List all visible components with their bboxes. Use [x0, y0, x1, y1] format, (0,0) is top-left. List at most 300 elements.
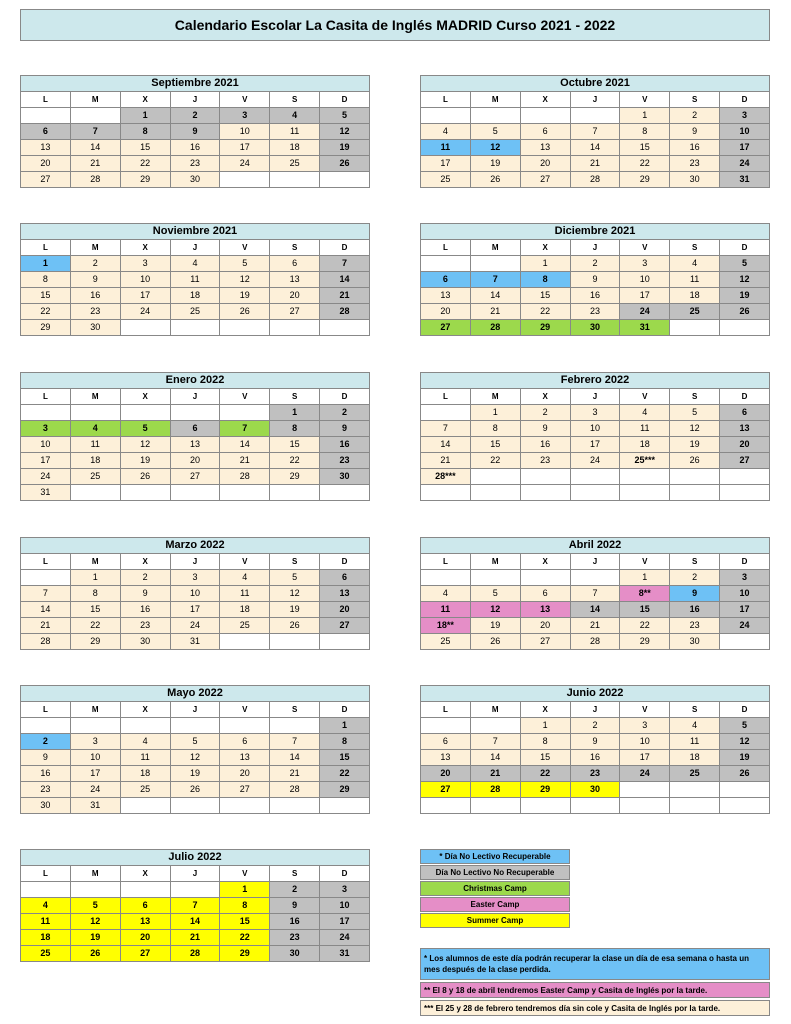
- day-cell: 18: [670, 750, 720, 766]
- day-cell: 5: [270, 570, 320, 586]
- day-cell: 20: [520, 156, 570, 172]
- month-junio: [420, 685, 770, 814]
- weekday-header: J: [570, 389, 620, 405]
- day-cell: 29: [620, 634, 670, 650]
- day-cell: 6: [421, 734, 471, 750]
- day-cell: 29: [70, 634, 120, 650]
- day-cell: 11: [120, 750, 170, 766]
- empty-cell: [120, 798, 170, 814]
- day-cell: 17: [170, 602, 220, 618]
- day-cell: 23: [570, 304, 620, 320]
- day-cell: 23: [21, 782, 71, 798]
- empty-cell: [21, 882, 71, 898]
- day-cell: 16: [570, 750, 620, 766]
- day-cell: 31: [320, 946, 370, 962]
- day-cell: 7: [470, 734, 520, 750]
- weekday-header: V: [620, 92, 670, 108]
- day-cell: 15: [620, 140, 670, 156]
- day-cell: 16: [120, 602, 170, 618]
- month-enero: [20, 372, 370, 501]
- day-cell: 22: [320, 766, 370, 782]
- day-cell: 13: [520, 602, 570, 618]
- month-abril: [420, 537, 770, 650]
- day-cell: 25: [270, 156, 320, 172]
- empty-cell: [570, 469, 620, 485]
- empty-cell: [620, 485, 670, 501]
- weekday-header: J: [170, 92, 220, 108]
- day-cell: 25: [70, 469, 120, 485]
- weekday-header: S: [270, 554, 320, 570]
- day-cell: 28: [270, 782, 320, 798]
- day-cell: 6: [520, 124, 570, 140]
- day-cell: 25***: [620, 453, 670, 469]
- day-cell: 29: [21, 320, 71, 336]
- day-cell: 10: [220, 124, 270, 140]
- day-cell: 11: [220, 586, 270, 602]
- empty-cell: [21, 570, 71, 586]
- weekday-header: M: [70, 240, 120, 256]
- day-cell: 23: [70, 304, 120, 320]
- day-cell: 13: [520, 140, 570, 156]
- day-cell: 12: [470, 140, 520, 156]
- day-cell: 21: [21, 618, 71, 634]
- weekday-header: J: [570, 702, 620, 718]
- empty-cell: [21, 718, 71, 734]
- empty-cell: [520, 485, 570, 501]
- day-cell: 10: [320, 898, 370, 914]
- day-cell: 10: [620, 272, 670, 288]
- day-cell: 4: [421, 124, 471, 140]
- month-febrero: [420, 372, 770, 501]
- empty-cell: [720, 782, 770, 798]
- day-cell: 17: [421, 156, 471, 172]
- day-cell: 12: [670, 421, 720, 437]
- empty-cell: [421, 405, 471, 421]
- weekday-header: X: [520, 389, 570, 405]
- day-cell: 17: [70, 766, 120, 782]
- empty-cell: [270, 798, 320, 814]
- day-cell: 9: [70, 272, 120, 288]
- empty-cell: [170, 798, 220, 814]
- day-cell: 10: [570, 421, 620, 437]
- legend: [420, 849, 570, 929]
- day-cell: 15: [470, 437, 520, 453]
- day-cell: 1: [520, 718, 570, 734]
- weekday-header: D: [720, 702, 770, 718]
- empty-cell: [170, 882, 220, 898]
- day-cell: 14: [220, 437, 270, 453]
- day-cell: 24: [120, 304, 170, 320]
- weekday-header: S: [670, 554, 720, 570]
- day-cell: 6: [170, 421, 220, 437]
- day-cell: 11: [270, 124, 320, 140]
- day-cell: 17: [570, 437, 620, 453]
- day-cell: 31: [620, 320, 670, 336]
- month-table: [20, 849, 370, 962]
- month-table: [20, 372, 370, 501]
- empty-cell: [220, 172, 270, 188]
- day-cell: 30: [670, 172, 720, 188]
- month-mayo: [20, 685, 370, 814]
- month-diciembre: [420, 223, 770, 336]
- day-cell: 17: [120, 288, 170, 304]
- day-cell: 14: [170, 914, 220, 930]
- day-cell: 13: [270, 272, 320, 288]
- empty-cell: [720, 634, 770, 650]
- day-cell: 6: [520, 586, 570, 602]
- day-cell: 1: [470, 405, 520, 421]
- weekday-header: X: [520, 554, 570, 570]
- month-septiembre: [20, 75, 370, 188]
- empty-cell: [220, 320, 270, 336]
- empty-cell: [320, 172, 370, 188]
- empty-cell: [270, 634, 320, 650]
- day-cell: 19: [120, 453, 170, 469]
- day-cell: 21: [470, 766, 520, 782]
- day-cell: 31: [70, 798, 120, 814]
- day-cell: 11: [421, 602, 471, 618]
- weekday-header: V: [220, 92, 270, 108]
- weekday-header: X: [120, 702, 170, 718]
- empty-cell: [320, 320, 370, 336]
- month-table: [20, 75, 370, 188]
- empty-cell: [720, 469, 770, 485]
- day-cell: 22: [21, 304, 71, 320]
- month-name: Diciembre 2021: [421, 224, 770, 240]
- month-table: [420, 537, 770, 650]
- day-cell: 22: [220, 930, 270, 946]
- day-cell: 31: [720, 172, 770, 188]
- day-cell: 16: [570, 288, 620, 304]
- day-cell: 21: [570, 618, 620, 634]
- day-cell: 24: [720, 156, 770, 172]
- day-cell: 30: [170, 172, 220, 188]
- note-easter: ** El 8 y 18 de abril tendremos Easter Camp y Casita de Inglés por la tarde.: [420, 982, 770, 998]
- empty-cell: [220, 634, 270, 650]
- day-cell: 6: [270, 256, 320, 272]
- empty-cell: [670, 320, 720, 336]
- day-cell: 14: [70, 140, 120, 156]
- weekday-header: L: [21, 866, 71, 882]
- day-cell: 8: [220, 898, 270, 914]
- weekday-header: J: [170, 866, 220, 882]
- month-table: [20, 537, 370, 650]
- weekday-header: D: [320, 92, 370, 108]
- month-table: [20, 223, 370, 336]
- legend-item-no-recuperable: Día No Lectivo No Recuperable: [420, 865, 570, 880]
- weekday-header: D: [720, 389, 770, 405]
- day-cell: 25: [670, 304, 720, 320]
- day-cell: 18: [670, 288, 720, 304]
- empty-cell: [270, 718, 320, 734]
- day-cell: 17: [620, 750, 670, 766]
- day-cell: 27: [520, 634, 570, 650]
- day-cell: 1: [520, 256, 570, 272]
- day-cell: 5: [470, 586, 520, 602]
- empty-cell: [70, 108, 120, 124]
- empty-cell: [470, 108, 520, 124]
- day-cell: 8: [520, 734, 570, 750]
- empty-cell: [470, 798, 520, 814]
- weekday-header: D: [720, 240, 770, 256]
- day-cell: 20: [270, 288, 320, 304]
- weekday-header: X: [520, 92, 570, 108]
- day-cell: 7: [470, 272, 520, 288]
- day-cell: 23: [570, 766, 620, 782]
- day-cell: 27: [170, 469, 220, 485]
- day-cell: 23: [270, 930, 320, 946]
- day-cell: 9: [21, 750, 71, 766]
- day-cell: 3: [170, 570, 220, 586]
- day-cell: 4: [620, 405, 670, 421]
- day-cell: 23: [520, 453, 570, 469]
- weekday-header: M: [470, 554, 520, 570]
- day-cell: 22: [120, 156, 170, 172]
- empty-cell: [421, 798, 471, 814]
- weekday-header: S: [670, 92, 720, 108]
- day-cell: 30: [320, 469, 370, 485]
- day-cell: 8: [620, 124, 670, 140]
- month-noviembre: [20, 223, 370, 336]
- day-cell: 25: [21, 946, 71, 962]
- day-cell: 1: [270, 405, 320, 421]
- day-cell: 2: [570, 256, 620, 272]
- month-julio: [20, 849, 370, 962]
- day-cell: 15: [520, 750, 570, 766]
- day-cell: 28: [470, 320, 520, 336]
- weekday-header: D: [320, 702, 370, 718]
- empty-cell: [120, 882, 170, 898]
- weekday-header: X: [120, 866, 170, 882]
- day-cell: 31: [21, 485, 71, 501]
- day-cell: 20: [220, 766, 270, 782]
- day-cell: 20: [21, 156, 71, 172]
- day-cell: 24: [320, 930, 370, 946]
- month-table: [420, 223, 770, 336]
- day-cell: 27: [421, 320, 471, 336]
- day-cell: 7: [570, 586, 620, 602]
- day-cell: 2: [320, 405, 370, 421]
- day-cell: 18: [21, 930, 71, 946]
- day-cell: 19: [170, 766, 220, 782]
- day-cell: 4: [170, 256, 220, 272]
- weekday-header: M: [470, 240, 520, 256]
- month-table: [420, 372, 770, 501]
- weekday-header: M: [70, 389, 120, 405]
- day-cell: 15: [520, 288, 570, 304]
- day-cell: 21: [220, 453, 270, 469]
- day-cell: 15: [21, 288, 71, 304]
- day-cell: 8**: [620, 586, 670, 602]
- day-cell: 4: [421, 586, 471, 602]
- weekday-header: D: [320, 389, 370, 405]
- weekday-header: L: [421, 389, 471, 405]
- day-cell: 9: [670, 124, 720, 140]
- month-name: Junio 2022: [421, 686, 770, 702]
- day-cell: 8: [270, 421, 320, 437]
- empty-cell: [520, 469, 570, 485]
- month-name: Septiembre 2021: [21, 76, 370, 92]
- day-cell: 10: [720, 586, 770, 602]
- weekday-header: D: [720, 92, 770, 108]
- day-cell: 29: [220, 946, 270, 962]
- weekday-header: L: [421, 92, 471, 108]
- day-cell: 16: [320, 437, 370, 453]
- day-cell: 24: [70, 782, 120, 798]
- empty-cell: [470, 570, 520, 586]
- day-cell: 28: [470, 782, 520, 798]
- empty-cell: [170, 320, 220, 336]
- day-cell: 21: [421, 453, 471, 469]
- weekday-header: S: [670, 702, 720, 718]
- day-cell: 14: [421, 437, 471, 453]
- day-cell: 12: [120, 437, 170, 453]
- day-cell: 3: [120, 256, 170, 272]
- day-cell: 7: [320, 256, 370, 272]
- day-cell: 16: [70, 288, 120, 304]
- page-title: Calendario Escolar La Casita de Inglés MADRID Curso 2021 - 2022: [20, 9, 770, 41]
- day-cell: 8: [120, 124, 170, 140]
- day-cell: 7: [270, 734, 320, 750]
- month-name: Abril 2022: [421, 538, 770, 554]
- day-cell: 22: [620, 156, 670, 172]
- day-cell: 24: [620, 766, 670, 782]
- weekday-header: J: [570, 240, 620, 256]
- weekday-header: L: [21, 92, 71, 108]
- day-cell: 13: [421, 288, 471, 304]
- day-cell: 16: [670, 602, 720, 618]
- day-cell: 11: [70, 437, 120, 453]
- empty-cell: [720, 320, 770, 336]
- weekday-header: J: [170, 389, 220, 405]
- day-cell: 2: [70, 256, 120, 272]
- day-cell: 13: [170, 437, 220, 453]
- empty-cell: [120, 718, 170, 734]
- day-cell: 26: [470, 634, 520, 650]
- empty-cell: [120, 485, 170, 501]
- day-cell: 6: [320, 570, 370, 586]
- day-cell: 28: [220, 469, 270, 485]
- day-cell: 15: [620, 602, 670, 618]
- day-cell: 13: [220, 750, 270, 766]
- day-cell: 6: [120, 898, 170, 914]
- day-cell: 10: [70, 750, 120, 766]
- day-cell: 22: [520, 766, 570, 782]
- empty-cell: [320, 485, 370, 501]
- day-cell: 10: [21, 437, 71, 453]
- day-cell: 1: [70, 570, 120, 586]
- weekday-header: D: [320, 554, 370, 570]
- legend-item-easter-camp: Easter Camp: [420, 897, 570, 912]
- weekday-header: L: [421, 240, 471, 256]
- day-cell: 25: [120, 782, 170, 798]
- weekday-header: X: [120, 554, 170, 570]
- day-cell: 2: [670, 570, 720, 586]
- day-cell: 19: [470, 618, 520, 634]
- day-cell: 2: [21, 734, 71, 750]
- empty-cell: [120, 405, 170, 421]
- weekday-header: X: [520, 702, 570, 718]
- weekday-header: L: [21, 240, 71, 256]
- day-cell: 14: [270, 750, 320, 766]
- day-cell: 17: [720, 602, 770, 618]
- weekday-header: V: [620, 389, 670, 405]
- day-cell: 20: [120, 930, 170, 946]
- day-cell: 24: [620, 304, 670, 320]
- day-cell: 4: [670, 256, 720, 272]
- day-cell: 1: [21, 256, 71, 272]
- empty-cell: [570, 798, 620, 814]
- day-cell: 19: [320, 140, 370, 156]
- weekday-header: S: [270, 92, 320, 108]
- day-cell: 2: [670, 108, 720, 124]
- weekday-header: X: [120, 92, 170, 108]
- day-cell: 28: [170, 946, 220, 962]
- month-name: Enero 2022: [21, 373, 370, 389]
- empty-cell: [670, 485, 720, 501]
- day-cell: 29: [620, 172, 670, 188]
- weekday-header: S: [670, 389, 720, 405]
- day-cell: 20: [520, 618, 570, 634]
- weekday-header: D: [320, 866, 370, 882]
- day-cell: 3: [70, 734, 120, 750]
- day-cell: 30: [570, 320, 620, 336]
- day-cell: 26: [720, 304, 770, 320]
- day-cell: 26: [170, 782, 220, 798]
- day-cell: 19: [670, 437, 720, 453]
- day-cell: 6: [720, 405, 770, 421]
- empty-cell: [70, 485, 120, 501]
- day-cell: 26: [470, 172, 520, 188]
- day-cell: 24: [720, 618, 770, 634]
- empty-cell: [620, 798, 670, 814]
- notes: [420, 948, 770, 1018]
- day-cell: 3: [620, 718, 670, 734]
- day-cell: 19: [220, 288, 270, 304]
- empty-cell: [220, 718, 270, 734]
- empty-cell: [21, 108, 71, 124]
- weekday-header: V: [620, 554, 670, 570]
- weekday-header: M: [470, 389, 520, 405]
- month-table: [420, 685, 770, 814]
- day-cell: 24: [220, 156, 270, 172]
- weekday-header: X: [120, 240, 170, 256]
- month-marzo: [20, 537, 370, 650]
- day-cell: 21: [470, 304, 520, 320]
- day-cell: 7: [220, 421, 270, 437]
- day-cell: 26: [220, 304, 270, 320]
- day-cell: 28: [320, 304, 370, 320]
- weekday-header: M: [470, 702, 520, 718]
- day-cell: 9: [670, 586, 720, 602]
- day-cell: 26: [320, 156, 370, 172]
- day-cell: 12: [270, 586, 320, 602]
- day-cell: 23: [120, 618, 170, 634]
- day-cell: 28: [570, 172, 620, 188]
- day-cell: 12: [720, 734, 770, 750]
- day-cell: 7: [21, 586, 71, 602]
- empty-cell: [421, 570, 471, 586]
- day-cell: 20: [421, 766, 471, 782]
- day-cell: 22: [70, 618, 120, 634]
- day-cell: 15: [270, 437, 320, 453]
- day-cell: 6: [21, 124, 71, 140]
- day-cell: 18: [70, 453, 120, 469]
- day-cell: 5: [670, 405, 720, 421]
- weekday-header: V: [220, 389, 270, 405]
- day-cell: 11: [620, 421, 670, 437]
- weekday-header: J: [170, 554, 220, 570]
